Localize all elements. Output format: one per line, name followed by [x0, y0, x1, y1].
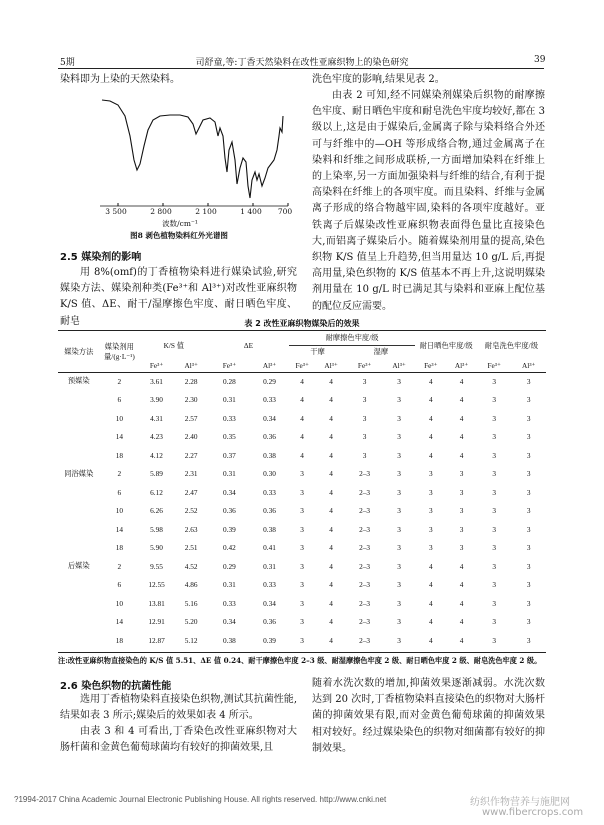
row-method-cell [58, 520, 100, 539]
row-method-cell [58, 446, 100, 465]
table-cell: 6 [117, 580, 122, 590]
table-cell: 4 [329, 635, 333, 645]
table-row [58, 557, 546, 576]
table-cell: 3 [362, 432, 367, 442]
table-cell: 0.41 [263, 543, 276, 553]
table-cell: 3 [300, 580, 304, 590]
table-cell: 4 [459, 376, 464, 386]
table-cell: 2.52 [184, 506, 198, 516]
issue-number: 5期 [60, 58, 75, 68]
table-row [58, 372, 546, 391]
section-2-6-paragraph-2: 由表 3 和 4 可看出,丁香染色改性亚麻织物对大肠杆菌和金黄色葡萄球菌均有较好的抑菌效果,且 [60, 726, 297, 754]
table-cell: 2–3 [359, 598, 371, 608]
table-cell: 12.55 [148, 580, 165, 590]
table-cell: 3 [300, 598, 304, 608]
watermark-url: www.fibercrops.com [482, 807, 584, 818]
table-cell: 0.34 [263, 413, 276, 423]
table-cell: 4 [428, 598, 433, 608]
copyright-footer: ?1994-2017 China Academic Journal Electronic Publishing House. All rights reserved. http://www.cnki.net [14, 795, 387, 804]
table-cell: 3 [300, 487, 304, 497]
table-cell: 3 [397, 432, 401, 442]
table-cell: 4 [459, 561, 464, 571]
table-row [58, 502, 546, 521]
table-row [58, 539, 546, 558]
table-cell: 2–3 [359, 635, 371, 645]
table-cell: 0.34 [223, 487, 236, 497]
table-cell: 3.90 [150, 395, 163, 405]
table-cell: 3 [526, 432, 531, 442]
table-cell: 3 [492, 598, 496, 608]
table-row [58, 409, 546, 428]
table-cell: 2–3 [359, 469, 371, 479]
table-cell: 0.31 [223, 395, 236, 405]
table-cell: 0.38 [223, 635, 236, 645]
header-al: Al³⁺ [262, 361, 277, 370]
table-cell: 0.36 [263, 617, 276, 627]
table-cell: 5.16 [184, 598, 198, 608]
table-cell: 18 [115, 543, 124, 553]
header-delta-e: ΔE [243, 341, 254, 350]
row-method-cell [58, 428, 100, 447]
table-cell: 3 [492, 450, 496, 460]
table-cell: 4 [428, 561, 433, 571]
table-cell: 6.26 [150, 506, 163, 516]
table-cell: 3 [526, 617, 531, 627]
table-row [58, 576, 546, 595]
header-fe: Fe³⁺ [222, 361, 237, 370]
table-cell: 3 [459, 487, 464, 497]
table-cell: 4 [329, 487, 333, 497]
table-cell: 4 [329, 524, 333, 534]
table-cell: 0.33 [263, 580, 276, 590]
row-method-cell [58, 613, 100, 632]
header-fe: Fe³⁺ [295, 361, 309, 370]
table-cell: 4 [329, 580, 333, 590]
header-rule [58, 68, 544, 69]
row-method-cell [58, 502, 100, 521]
table-cell: 2–3 [359, 543, 371, 553]
table-cell: 2–3 [359, 617, 371, 627]
table-cell: 4 [459, 635, 464, 645]
row-method-cell [58, 576, 100, 595]
table-cell: 3 [526, 413, 531, 423]
table-cell: 3 [397, 376, 401, 386]
table-cell: 3 [492, 395, 496, 405]
header-light-fastness: 耐日晒色牢度/级 [419, 340, 473, 350]
table-cell: 4 [428, 617, 433, 627]
table-cell: 4 [329, 395, 333, 405]
table-cell: 4 [459, 580, 464, 590]
table-cell: 2.30 [184, 395, 198, 405]
table-cell: 4 [428, 635, 433, 645]
table-cell: 0.38 [263, 524, 276, 534]
table-cell: 14 [115, 524, 124, 534]
table-cell: 0.30 [263, 469, 276, 479]
table-cell: 3 [526, 506, 531, 516]
table-cell: 5.20 [184, 617, 198, 627]
header-fe: Fe³⁺ [149, 361, 164, 370]
table-top-rule [58, 330, 546, 331]
table-cell: 2–3 [359, 506, 371, 516]
table-cell: 3 [526, 543, 531, 553]
table-cell: 4 [428, 432, 433, 442]
table-cell: 3 [397, 580, 401, 590]
table-cell: 2–3 [359, 487, 371, 497]
header-al: Al³⁺ [324, 361, 338, 370]
table-cell: 3 [428, 524, 433, 534]
table-cell: 4.23 [150, 432, 163, 442]
table-cell: 4 [329, 413, 333, 423]
table-cell: 4 [300, 450, 304, 460]
table-cell: 2.47 [184, 487, 198, 497]
table-cell: 4 [428, 580, 433, 590]
table-cell: 2.40 [184, 432, 198, 442]
table-cell: 3 [397, 413, 401, 423]
table-cell: 2–3 [359, 561, 371, 571]
table-cell: 3 [300, 524, 304, 534]
table-cell: 3 [397, 543, 401, 553]
table-cell: 4 [428, 413, 433, 423]
row-method-cell [58, 409, 100, 428]
table-cell: 10 [115, 506, 124, 516]
right-paragraph-1: 洗色牢度的影响,结果见表 2。 [312, 74, 445, 85]
table-cell: 4.31 [150, 413, 163, 423]
table-cell: 3 [492, 469, 496, 479]
table-cell: 0.36 [263, 432, 276, 442]
header-wet-rub: 湿摩 [373, 347, 389, 357]
table-cell: 3 [397, 598, 401, 608]
table-cell: 12.91 [148, 617, 165, 627]
table-cell: 4 [459, 395, 464, 405]
header-al: Al³⁺ [184, 361, 198, 370]
table-cell: 4 [329, 376, 333, 386]
table-cell: 3 [362, 450, 367, 460]
header-rub-fastness: 耐摩擦色牢度/级 [289, 332, 416, 345]
running-title: 司舒童,等:丁香天然染料在改性亚麻织物上的染色研究 [195, 58, 409, 68]
watermark-site-name: 纺织作物营养与施肥网 [470, 797, 570, 808]
table-cell: 3 [428, 469, 433, 479]
table-cell: 3 [526, 469, 531, 479]
section-2-5-paragraph: 用 8%(omf)的丁香植物染料进行媒染试验,研究媒染方法、媒染剂种类(Fe³⁺和 Al³⁺)对改性亚麻织物 K/S 值、ΔE、耐干/湿摩擦色牢度、耐日晒色牢度、耐皂 [60, 267, 297, 327]
table-row [58, 594, 546, 613]
table-cell: 3 [397, 635, 401, 645]
section-2-6-title: 2.6 染色织物的抗菌性能 [60, 681, 172, 692]
table-cell: 0.29 [263, 376, 276, 386]
table-cell: 2.27 [184, 450, 198, 460]
table-cell: 4 [329, 450, 333, 460]
table-cell: 4 [459, 617, 464, 627]
bottom-right-paragraph: 随着水洗次数的增加,抑菌效果逐渐减弱。水洗次数达到 20 次时,丁香植物染料直接染色的织物对大肠杆菌的抑菌效果有限,而对金黄色葡萄球菌的抑菌效果相对较好。经过媒染染色的织物对细菌都有较好的抑制效果。 [312, 678, 545, 754]
table-cell: 3 [397, 487, 401, 497]
table-cell: 9.55 [150, 561, 163, 571]
table-cell: 4 [428, 395, 433, 405]
table-cell: 4 [428, 450, 433, 460]
row-method-cell [58, 631, 100, 650]
table-cell: 0.31 [223, 580, 236, 590]
table-cell: 0.33 [223, 598, 236, 608]
row-method-cell [58, 483, 100, 502]
results-table [58, 332, 546, 650]
row-method-cell [58, 539, 100, 558]
table-cell: 18 [115, 450, 124, 460]
table-cell: 3 [459, 506, 464, 516]
table-note: 注:改性亚麻织物直接染色的 K/S 值 5.51、ΔE 值 0.24、耐干摩擦色牢度 2–3 级、耐湿摩擦色牢度 2 级、耐日晒色牢度 2 级、耐皂洗色牢度 2 级。 [58, 656, 542, 665]
table-cell: 2–3 [359, 524, 371, 534]
table-cell: 4 [459, 598, 464, 608]
table-cell: 3 [526, 561, 531, 571]
x-axis-label: 波数/cm⁻¹ [162, 219, 198, 228]
table-row [58, 613, 546, 632]
table-cell: 3 [300, 469, 304, 479]
table-cell: 4.12 [150, 450, 163, 460]
table-cell: 3 [492, 561, 496, 571]
table-cell: 0.31 [263, 561, 276, 571]
table-cell: 6 [117, 487, 122, 497]
table-cell: 10 [115, 413, 124, 423]
row-method-cell: 同浴媒染 [64, 468, 94, 478]
tick-2800: 2 800 [150, 207, 172, 216]
row-method-cell [58, 391, 100, 410]
table-cell: 3 [492, 413, 496, 423]
tick-2100: 2 100 [195, 207, 217, 216]
table-cell: 3 [526, 635, 531, 645]
table-cell: 4 [329, 469, 333, 479]
header-al: Al³⁺ [522, 361, 536, 370]
table-cell: 3 [526, 487, 531, 497]
table-cell: 3 [362, 395, 367, 405]
table-cell: 2.51 [184, 543, 198, 553]
table-cell: 4 [329, 561, 333, 571]
table-cell: 0.36 [223, 506, 236, 516]
table-cell: 2.31 [184, 469, 198, 479]
table-cell: 14 [115, 432, 124, 442]
table-cell: 4 [329, 432, 333, 442]
table-cell: 3 [428, 506, 433, 516]
table-cell: 5.98 [150, 524, 163, 534]
table-cell: 3 [300, 543, 304, 553]
table-bottom-rule [58, 652, 546, 653]
figure-caption: 图8 剥色植物染料红外光谱图 [130, 231, 228, 240]
table-cell: 3 [428, 543, 433, 553]
table-cell: 2 [117, 469, 122, 479]
table-cell: 0.33 [223, 413, 236, 423]
table-cell: 3 [362, 413, 367, 423]
header-amount: 媒染剂用量/(g·L⁻¹) [104, 342, 135, 361]
tick-700: 700 [277, 207, 293, 216]
table-cell: 3 [492, 524, 496, 534]
table-cell: 2.57 [184, 413, 198, 423]
table-title: 表 2 改性亚麻织物媒染后的效果 [244, 319, 360, 328]
table-cell: 3 [459, 543, 464, 553]
table-cell: 0.38 [263, 450, 276, 460]
table-cell: 3 [492, 635, 496, 645]
row-method-cell: 预媒染 [67, 376, 90, 386]
header-method: 媒染方法 [64, 347, 94, 356]
row-method-cell: 后媒染 [67, 561, 90, 571]
table-cell: 10 [115, 598, 124, 608]
table-cell: 3 [492, 543, 496, 553]
table-cell: 3 [459, 469, 464, 479]
table-cell: 0.35 [223, 432, 236, 442]
header-soap-fastness: 耐皂洗色牢度/级 [484, 340, 539, 350]
table-cell: 3 [397, 395, 401, 405]
table-cell: 4 [329, 617, 333, 627]
table-row [58, 391, 546, 410]
table-cell: 4 [459, 413, 464, 423]
table-cell: 5.12 [184, 635, 198, 645]
table-cell: 0.34 [263, 598, 276, 608]
table-cell: 0.29 [223, 561, 236, 571]
table-cell: 3 [492, 432, 496, 442]
table-cell: 3 [397, 617, 401, 627]
table-cell: 13.81 [148, 598, 165, 608]
table-cell: 3 [526, 524, 531, 534]
table-row [58, 631, 546, 650]
table-cell: 4 [300, 395, 304, 405]
right-paragraph-2: 由表 2 可知,经不同媒染剂媒染后织物的耐摩擦色牢度、耐日晒色牢度和耐皂洗色牢度均较好,都在 3 级以上,这是由于媒染后,金属离子除与染料络合外还可与纤维中的—OH 等形成络合物,通过金属离子在染料和纤维之间形成联桥,一方面增加染料在纤维上的上染率,另一方面加强染料与纤维的结合,有利于提高染料在纤维上的各项牢度。而且染料、纤维与金属离子形成的络合物越牢固,染料的各项牢度越好。亚铁离子后媒染改性亚麻织物表面得色量比直接染色大,而铝离子媒染后小。随着媒染剂用量的提高,染色织物 K/S 值呈上升趋势,但当用量达 10 g/L 后,再提高用量,染色织物的 K/S 值基本不再上升,这说明媒染剂用量在 10 g/L 时已满足其与染料和亚麻上配位基的配位反应需要。 [312, 90, 545, 312]
header-ks: K/S 值 [163, 340, 185, 350]
table-cell: 4 [329, 506, 333, 516]
table-row [58, 520, 546, 539]
table-row [58, 446, 546, 465]
tick-3500: 3 500 [105, 207, 127, 216]
table-cell: 3 [428, 487, 433, 497]
table-cell: 12.87 [148, 635, 165, 645]
table-cell: 0.28 [223, 376, 236, 386]
table-cell: 3 [397, 524, 401, 534]
page-number: 39 [534, 55, 546, 65]
table-cell: 3 [492, 506, 496, 516]
table-cell: 4.86 [184, 580, 198, 590]
table-row [58, 428, 546, 447]
table-cell: 5.90 [150, 543, 163, 553]
section-2-6-paragraph-1: 选用丁香植物染料直接染色织物,测试其抗菌性能,结果如表 3 所示;媒染后的效果如表 4 所示。 [60, 694, 297, 722]
table-cell: 18 [115, 635, 124, 645]
header-fe: Fe³⁺ [424, 361, 438, 370]
table-cell: 2.63 [184, 524, 198, 534]
table-cell: 4 [459, 450, 464, 460]
table-cell: 3 [492, 580, 496, 590]
table-cell: 0.42 [223, 543, 236, 553]
table-row [58, 465, 546, 484]
table-cell: 3 [397, 450, 401, 460]
table-cell: 0.36 [263, 506, 276, 516]
table-cell: 3 [492, 376, 496, 386]
table-cell: 4 [300, 376, 304, 386]
table-cell: 3.61 [150, 376, 163, 386]
table-cell: 4.52 [184, 561, 198, 571]
header-al: Al³⁺ [454, 361, 469, 370]
table-cell: 3 [526, 580, 531, 590]
table-cell: 3 [300, 561, 304, 571]
table-cell: 3 [492, 487, 496, 497]
table-cell: 4 [300, 432, 304, 442]
table-cell: 3 [300, 506, 304, 516]
table-cell: 6 [117, 395, 122, 405]
table-cell: 0.39 [263, 635, 276, 645]
table-cell: 3 [300, 635, 304, 645]
table-cell: 4 [300, 413, 304, 423]
table-cell: 4 [428, 376, 433, 386]
table-cell: 3 [526, 395, 531, 405]
table-cell: 2.28 [184, 376, 198, 386]
table-cell: 0.31 [223, 469, 236, 479]
table-cell: 4 [459, 432, 464, 442]
table-cell: 3 [492, 617, 496, 627]
table-cell: 3 [526, 450, 531, 460]
table-cell: 5.89 [150, 469, 163, 479]
table-cell: 0.37 [223, 450, 236, 460]
table-cell: 0.39 [223, 524, 236, 534]
table-cell: 14 [115, 617, 124, 627]
table-cell: 3 [362, 376, 367, 386]
table-cell: 3 [397, 506, 401, 516]
row-method-cell [58, 594, 100, 613]
header-al: Al³⁺ [392, 361, 406, 370]
table-cell: 3 [459, 524, 464, 534]
tick-1400: 1 400 [240, 207, 262, 216]
intro-text: 染料即为上染的天然染料。 [60, 74, 180, 85]
table-cell: 3 [526, 598, 531, 608]
table-cell: 4 [329, 598, 333, 608]
table-cell: 3 [397, 561, 401, 571]
table-cell: 0.33 [263, 487, 276, 497]
table-cell: 2 [117, 376, 122, 386]
table-cell: 6.12 [150, 487, 163, 497]
section-2-5-title: 2.5 媒染剂的影响 [60, 252, 142, 263]
table-cell: 2–3 [359, 580, 371, 590]
header-dry-rub: 干摩 [310, 347, 325, 357]
table-cell: 3 [397, 469, 401, 479]
table-cell: 0.34 [223, 617, 236, 627]
table-cell: 2 [117, 561, 122, 571]
header-fe: Fe³⁺ [357, 361, 372, 370]
table-cell: 4 [329, 543, 333, 553]
header-fe: Fe³⁺ [487, 361, 501, 370]
table-cell: 0.33 [263, 395, 276, 405]
table-cell: 3 [300, 617, 304, 627]
table-cell: 3 [526, 376, 531, 386]
table-row [58, 483, 546, 502]
